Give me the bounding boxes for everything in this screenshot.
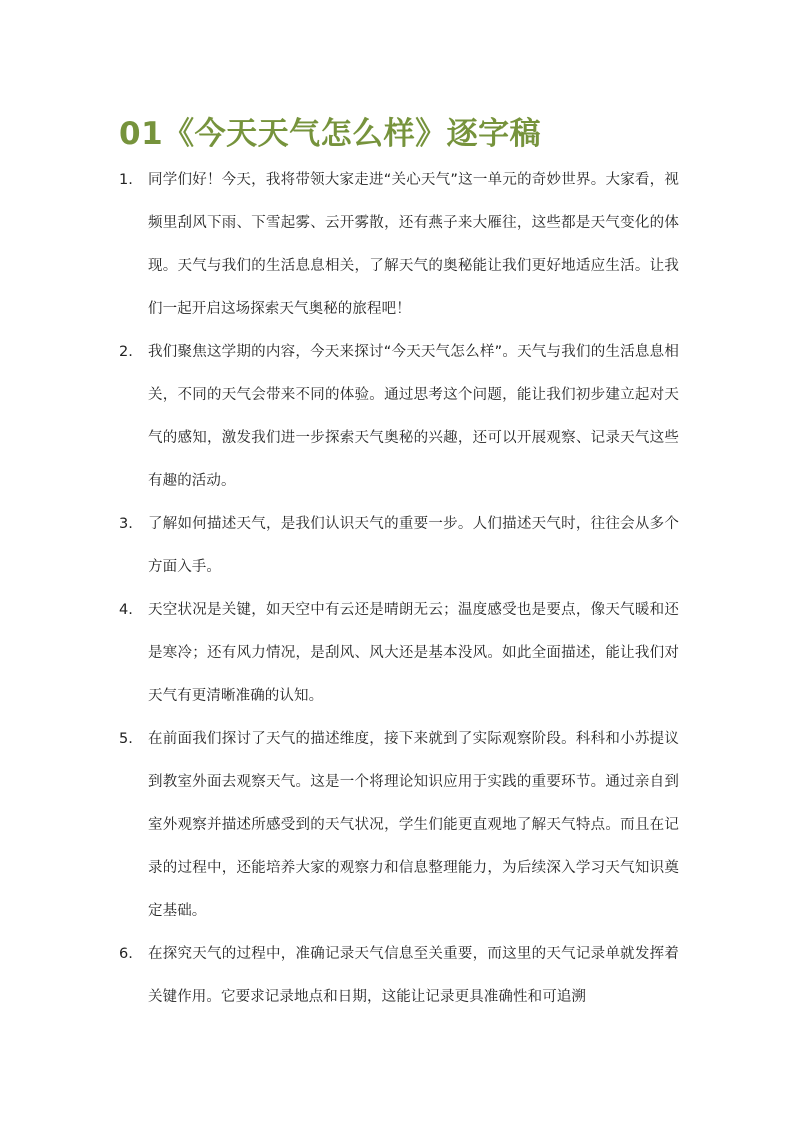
list-item [119,503,679,589]
list-item-number: 6. [119,946,133,962]
page-title: 01《今天天气怎么样》逐字稿 [119,116,542,152]
list-item-number: 3. [119,516,133,532]
list-item-text: 我们聚焦这学期的内容，今天来探讨“今天天气怎么样”。天气与我们的生活息息相关，不同的天气会带来不同的体验。通过思考这个问题，能让我们初步建立起对天气的感知，激发我们进一步探索天气奥秘的兴趣，还可以开展观察、记录天气这些有趣的活动。 [148,344,679,489]
list-item-text: 在探究天气的过程中，准确记录天气信息至关重要，而这里的天气记录单就发挥着关键作用。它要求记录地点和日期，这能让记录更具准确性和可追溯 [148,946,679,1005]
list-item [119,933,679,1019]
list-item-text: 天空状况是关键，如天空中有云还是晴朗无云；温度感受也是要点，像天气暖和还是寒冷；还有风力情况，是刮风、风大还是基本没风。如此全面描述，能让我们对天气有更清晰准确的认知。 [148,602,679,704]
list-item [119,159,679,331]
list-item [119,718,679,933]
list-item-number: 1. [119,172,133,188]
list-item-number: 2. [119,344,133,360]
list-item [119,331,679,503]
list-item [119,589,679,718]
list-item-text: 了解如何描述天气，是我们认识天气的重要一步。人们描述天气时，往往会从多个方面入手。 [148,516,679,575]
list-item-text: 同学们好！今天，我将带领大家走进“关心天气”这一单元的奇妙世界。大家看，视频里刮风下雨、下雪起雾、云开雾散，还有燕子来大雁往，这些都是天气变化的体现。天气与我们的生活息息相关，了解天气的奥秘能让我们更好地适应生活。让我们一起开启这场探索天气奥秘的旅程吧！ [148,172,679,317]
list-item-text: 在前面我们探讨了天气的描述维度，接下来就到了实际观察阶段。科科和小苏提议到教室外面去观察天气。这是一个将理论知识应用于实践的重要环节。通过亲自到室外观察并描述所感受到的天气状况，学生们能更直观地了解天气特点。而且在记录的过程中，还能培养大家的观察力和信息整理能力，为后续深入学习天气知识奠定基础。 [148,731,679,919]
list-item-number: 4. [119,602,133,618]
paragraph-list [119,159,679,1019]
list-item-number: 5. [119,731,133,747]
